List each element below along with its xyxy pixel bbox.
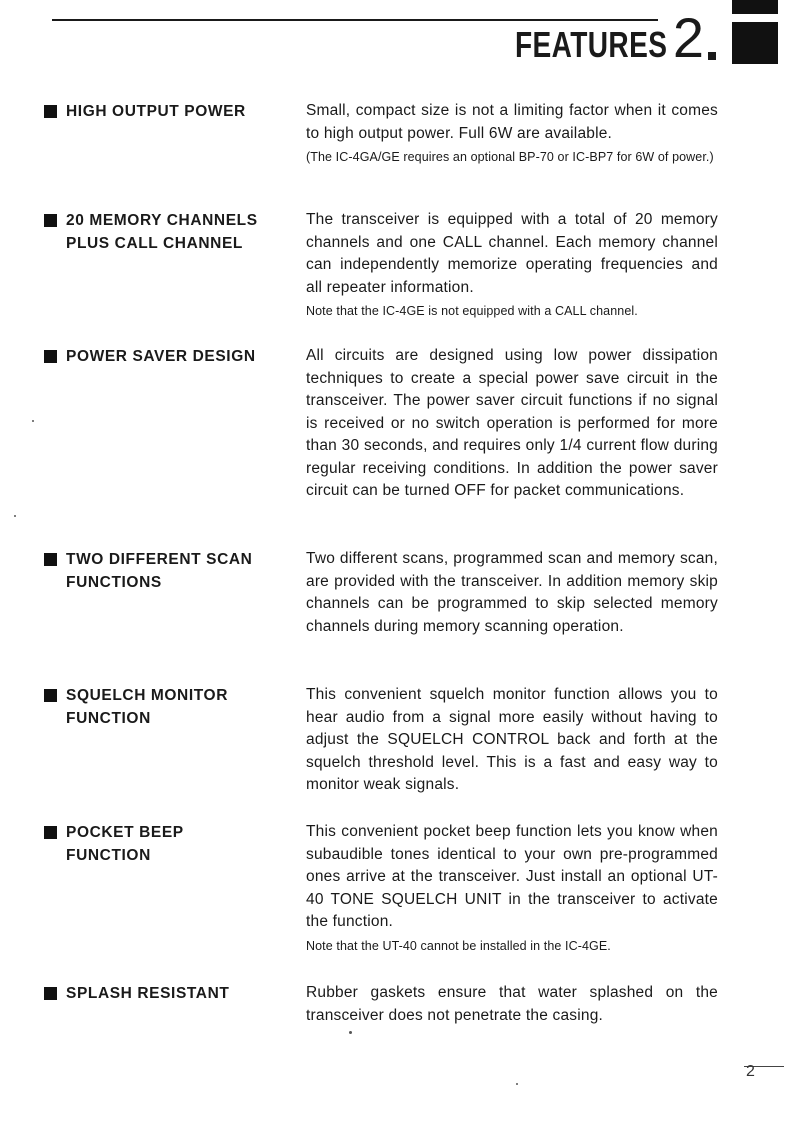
chapter-dot (708, 52, 716, 60)
feature-body-text: The transceiver is equipped with a total of 20 memory channels and one CALL channel. Each memory channel can independently memorize operating frequencies and all repeater information. (306, 211, 718, 296)
feature-heading (44, 821, 294, 867)
chapter-title (472, 6, 717, 69)
feature-description (306, 982, 718, 1027)
feature-heading (44, 548, 294, 594)
feature-body-text: Two different scans, programmed scan and memory scan, are provided with the transceiver. In addition memory skip channels can be programmed to skip selected memory channels during memory scanning operation. (306, 550, 718, 635)
feature-body-text: This convenient squelch monitor function allows you to hear audio from a signal more easily without having to adjust the SQUELCH CONTROL back and forth at the squelch threshold level. This is a fast and easy way to monitor weak signals. (306, 686, 718, 793)
square-bullet-icon (44, 826, 57, 839)
scan-speck (516, 1083, 518, 1085)
chapter-tab-marker-top (732, 0, 778, 14)
square-bullet-icon (44, 214, 57, 227)
feature-description (306, 100, 718, 166)
scan-speck (349, 1031, 352, 1034)
feature-heading-text: HIGH OUTPUT POWER (66, 103, 246, 120)
feature-heading-text: TWO DIFFERENT SCAN FUNCTIONS (66, 551, 253, 591)
square-bullet-icon (44, 350, 57, 363)
feature-heading (44, 684, 294, 730)
scan-speck (14, 515, 16, 517)
feature-note: Note that the UT-40 cannot be installed in the IC-4GE. (306, 938, 611, 953)
square-bullet-icon (44, 987, 57, 1000)
chapter-number: 2 (672, 6, 704, 69)
feature-heading (44, 345, 294, 368)
page-number: 2 (746, 1063, 755, 1080)
feature-description (306, 209, 718, 320)
scan-speck (32, 420, 34, 422)
feature-heading-text: SPLASH RESISTANT (66, 985, 230, 1002)
feature-body-text: All circuits are designed using low power dissipation techniques to create a special power save circuit in the transceiver. The power saver circuit functions if no signal is received or no switch operation is performed for more than 30 seconds, and requires only 1/4 current flow during regular receiving conditions. In addition the power saver circuit can be turned OFF for packet communications. (306, 347, 718, 499)
feature-heading-text: POWER SAVER DESIGN (66, 348, 256, 365)
feature-heading-text: 20 MEMORY CHANNELS PLUS CALL CHANNEL (66, 212, 258, 252)
chapter-word: FEATURES (514, 24, 667, 65)
chapter-tab-marker (732, 22, 778, 64)
feature-description (306, 684, 718, 797)
feature-heading-text: SQUELCH MONITOR FUNCTION (66, 687, 228, 727)
feature-heading (44, 100, 294, 123)
feature-note: Note that the IC-4GE is not equipped with a CALL channel. (306, 304, 638, 318)
square-bullet-icon (44, 105, 57, 118)
feature-heading (44, 209, 294, 255)
feature-description (306, 345, 718, 503)
square-bullet-icon (44, 553, 57, 566)
square-bullet-icon (44, 689, 57, 702)
feature-heading (44, 982, 294, 1005)
feature-body-text: This convenient pocket beep function lets you know when subaudible tones identical to your own pre-programmed ones arrive at the transceiver. Just install an optional UT-40 TONE SQUELCH UNIT in the transceiver to activate the function. (306, 823, 718, 930)
feature-heading-text: POCKET BEEP FUNCTION (66, 824, 184, 864)
feature-body-text: Small, compact size is not a limiting factor when it comes to high output power. Full 6W are available. (306, 102, 718, 142)
feature-description (306, 548, 718, 638)
feature-body-text: Rubber gaskets ensure that water splashed on the transceiver does not penetrate the casing. (306, 984, 718, 1024)
feature-description (306, 821, 718, 955)
feature-note: (The IC-4GA/GE requires an optional BP-70 or IC-BP7 for 6W of power.) (306, 150, 714, 164)
